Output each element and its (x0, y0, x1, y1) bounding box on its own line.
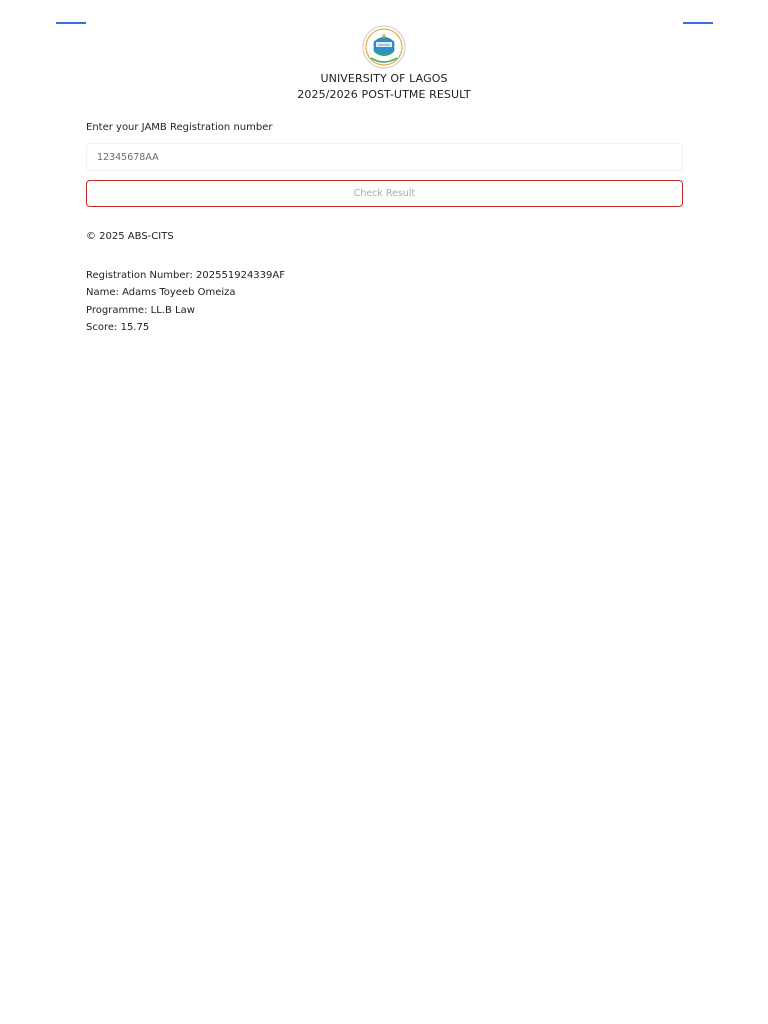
score-row (86, 319, 285, 336)
page-header (0, 24, 768, 103)
result-details (86, 267, 285, 336)
candidate-name-row (86, 284, 285, 301)
candidate-name-value: Adams Toyeeb Omeiza (122, 287, 236, 299)
copyright-text: © 2025 ABS-CITS (86, 231, 174, 242)
programme-value: LL.B Law (150, 304, 195, 316)
registration-number-label: Registration Number: (86, 270, 193, 281)
page-title: 2025/2026 POST-UTME RESULT (297, 88, 471, 101)
candidate-name-label: Name: (86, 287, 119, 299)
result-form (86, 121, 683, 207)
score-value: 15.75 (120, 321, 150, 333)
registration-number-value: 202551924339AF (196, 270, 285, 281)
score-label: Score: (86, 321, 118, 333)
university-crest-icon (361, 24, 407, 70)
registration-number-input[interactable] (86, 143, 683, 171)
programme-label: Programme: (86, 304, 148, 316)
registration-number-row (86, 267, 285, 284)
university-name: UNIVERSITY OF LAGOS (320, 72, 448, 85)
check-result-button[interactable]: Check Result (86, 180, 683, 207)
registration-label: Enter your JAMB Registration number (86, 122, 273, 133)
programme-row (86, 302, 285, 319)
